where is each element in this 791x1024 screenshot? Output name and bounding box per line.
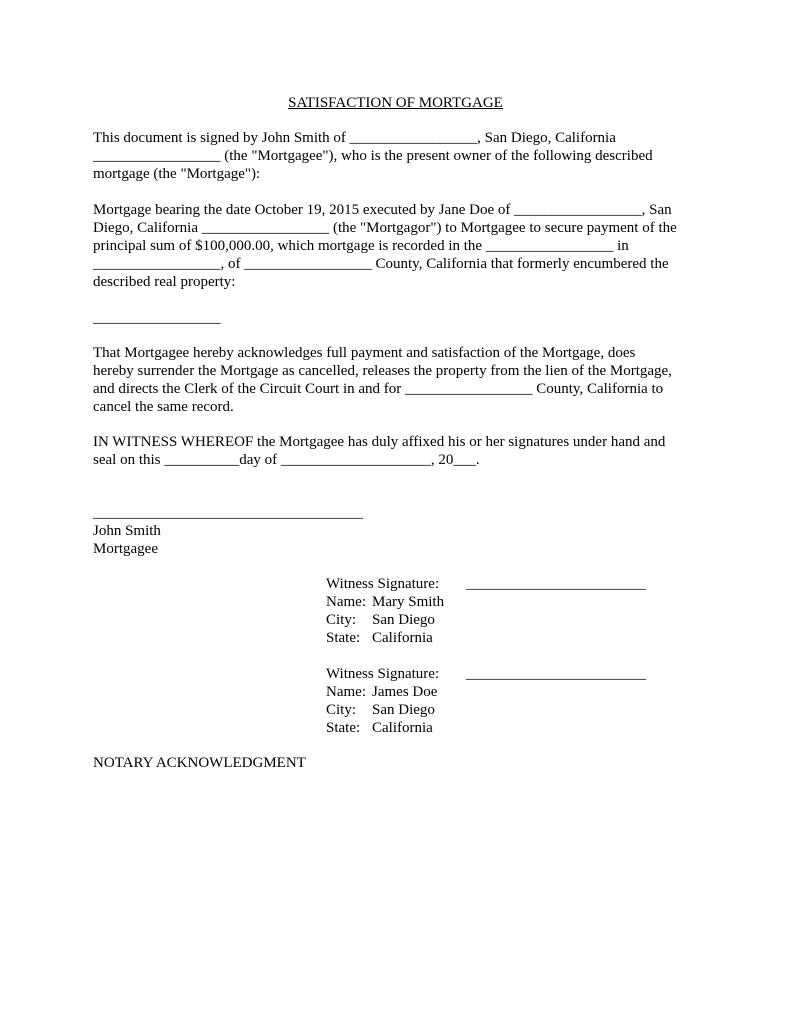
witness-city: San Diego — [372, 702, 435, 718]
mortgage-description-paragraph — [93, 201, 699, 291]
witness-state: California — [372, 630, 433, 646]
paragraph-line: Mortgage bearing the date October 19, 2015 executed by Jane Doe of _________________, San — [93, 202, 672, 218]
paragraph-line: This document is signed by John Smith of _________________, San Diego, California — [93, 130, 616, 146]
witness-name: Mary Smith — [372, 594, 445, 610]
mortgagee-signature-block — [93, 504, 699, 558]
property-description-blank — [93, 309, 699, 327]
document-title: SATISFACTION OF MORTGAGE — [288, 95, 503, 111]
paragraph-line: described real property: — [93, 274, 236, 290]
paragraph-line: mortgage (the "Mortgage"): — [93, 166, 261, 182]
witness-state-label: State: — [326, 720, 361, 736]
signature-line: ____________________________________ — [93, 505, 363, 521]
witness-signature-line: ________________________ — [466, 576, 646, 592]
witness-signature-label: Witness Signature: — [326, 666, 440, 682]
paragraph-line: hereby surrender the Mortgage as cancelled, releases the property from the lien of the Mortgage, — [93, 363, 672, 379]
witness-block-1 — [326, 575, 656, 647]
paragraph-line: seal on this __________day of ____________________, 20___. — [93, 452, 480, 468]
paragraph-line: principal sum of $100,000.00, which mortgage is recorded in the _________________ in — [93, 238, 629, 254]
witness-signature-row — [326, 575, 656, 593]
witness-state-row — [326, 629, 656, 647]
witness-name-row — [326, 593, 656, 611]
witness-name-label: Name: — [326, 594, 366, 610]
paragraph-line: That Mortgagee hereby acknowledges full payment and satisfaction of the Mortgage, does — [93, 345, 636, 361]
acknowledgment-paragraph — [93, 344, 699, 416]
witness-state-row — [326, 719, 656, 737]
witness-city-label: City: — [326, 612, 357, 628]
witness-city: San Diego — [372, 612, 435, 628]
witness-name-row — [326, 683, 656, 701]
witness-signature-row — [326, 665, 656, 683]
witness-block-2 — [326, 665, 656, 737]
signer-role: Mortgagee — [93, 541, 158, 557]
witness-name: James Doe — [372, 684, 438, 700]
paragraph-line: _________________, of _________________ County, California that formerly encumbered the — [93, 256, 669, 272]
witness-state: California — [372, 720, 433, 736]
witness-city-row — [326, 701, 656, 719]
witness-city-label: City: — [326, 702, 357, 718]
witness-whereof-paragraph — [93, 433, 699, 469]
paragraph-line: Diego, California _________________ (the "Mortgagor") to Mortgagee to secure payment of the — [93, 220, 677, 236]
paragraph-line: IN WITNESS WHEREOF the Mortgagee has duly affixed his or her signatures under hand and — [93, 434, 666, 450]
signer-name: John Smith — [93, 523, 161, 539]
paragraph-line: _________________ (the "Mortgagee"), who is the present owner of the following described — [93, 148, 653, 164]
notary-heading-text: NOTARY ACKNOWLEDGMENT — [93, 755, 306, 771]
notary-heading — [93, 754, 699, 772]
paragraph-line: cancel the same record. — [93, 399, 234, 415]
witness-city-row — [326, 611, 656, 629]
intro-paragraph — [93, 129, 699, 183]
witness-name-label: Name: — [326, 684, 366, 700]
witness-state-label: State: — [326, 630, 361, 646]
blank-line: _________________ — [93, 310, 221, 326]
witness-signature-line: ________________________ — [466, 666, 646, 682]
paragraph-line: and directs the Clerk of the Circuit Court in and for _________________ County, California to — [93, 381, 664, 397]
witness-signature-label: Witness Signature: — [326, 576, 440, 592]
